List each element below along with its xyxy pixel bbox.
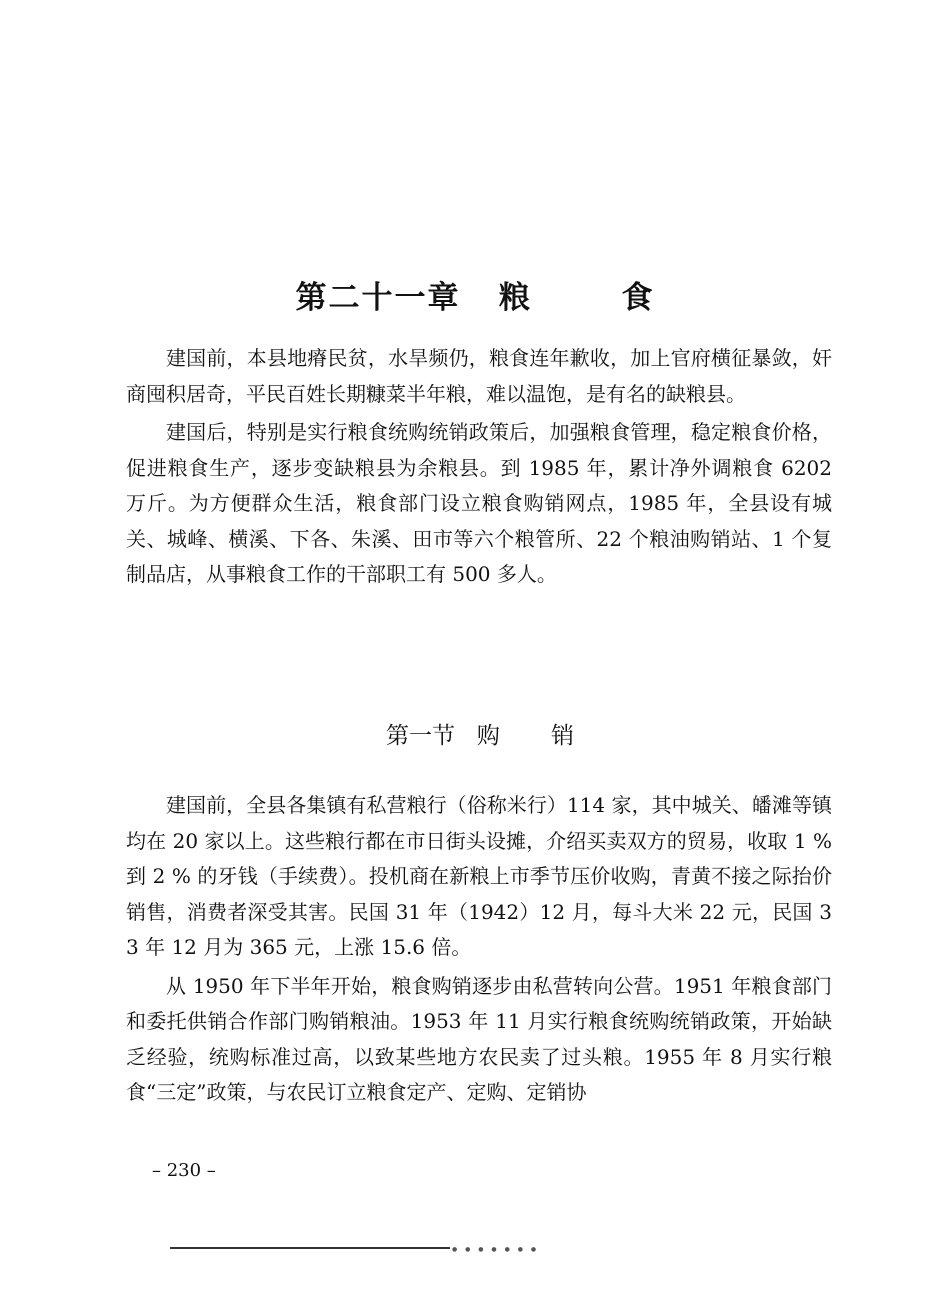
intro-paragraph-1: 建国前，本县地瘠民贫，水旱频仍，粮食连年歉收，加上官府横征暴敛，奸商囤积居奇，平民百姓长期糠菜半年粮，难以温饱，是有名的缺粮县。 [126, 346, 832, 406]
footer-rule-dots: ● ● ● ● ● ● ● [452, 1246, 540, 1253]
page-number: – 230 – [152, 1160, 216, 1181]
intro-paragraph-2: 建国后，特别是实行粮食统购统销政策后，加强粮食管理，稳定粮食价格，促进粮食生产，逐步变缺粮县为余粮县。到 1985 年，累计净外调粮食 6202 万斤。为方便群众生活，粮食部门设立粮食购销网点，1985 年，全县设有城关、城峰、横溪、下各、朱溪、田市等六个粮管所、22 个粮油购销站、1 个复制品店，从事粮食工作的干部职工有 500 多人。 [126, 420, 832, 586]
footer-rule [170, 1247, 450, 1249]
chapter-title: 第二十一章 粮 食 [295, 280, 655, 316]
section-paragraph-2: 从 1950 年下半年开始，粮食购销逐步由私营转向公营。1951 年粮食部门和委托供销合作部门购销粮油。1953 年 11 月实行粮食统购统销政策，开始缺乏经验，统购标准过高，以致某些地方农民卖了过头粮。1955 年 8 月实行粮食“三定”政策，与农民订立粮食定产、定购、定销协 [126, 973, 832, 1104]
section-title: 第一节 购 销 [385, 723, 575, 749]
section-paragraph-1: 建国前，全县各集镇有私营粮行（俗称米行）114 家，其中城关、皤滩等镇均在 20 家以上。这些粮行都在市日街头设摊，介绍买卖双方的贸易，收取 1 % 到 2 % 的牙钱（手续费）。投机商在新粮上市季节压价收购，青黄不接之际抬价销售，消费者深受其害。民国 31 年（1942）12 月，每斗大米 22 元，民国 33 年 12 月为 365 元，上涨 15.6 倍。 [126, 793, 832, 959]
intro-text-block [126, 341, 832, 593]
section-text-block [126, 788, 832, 1111]
